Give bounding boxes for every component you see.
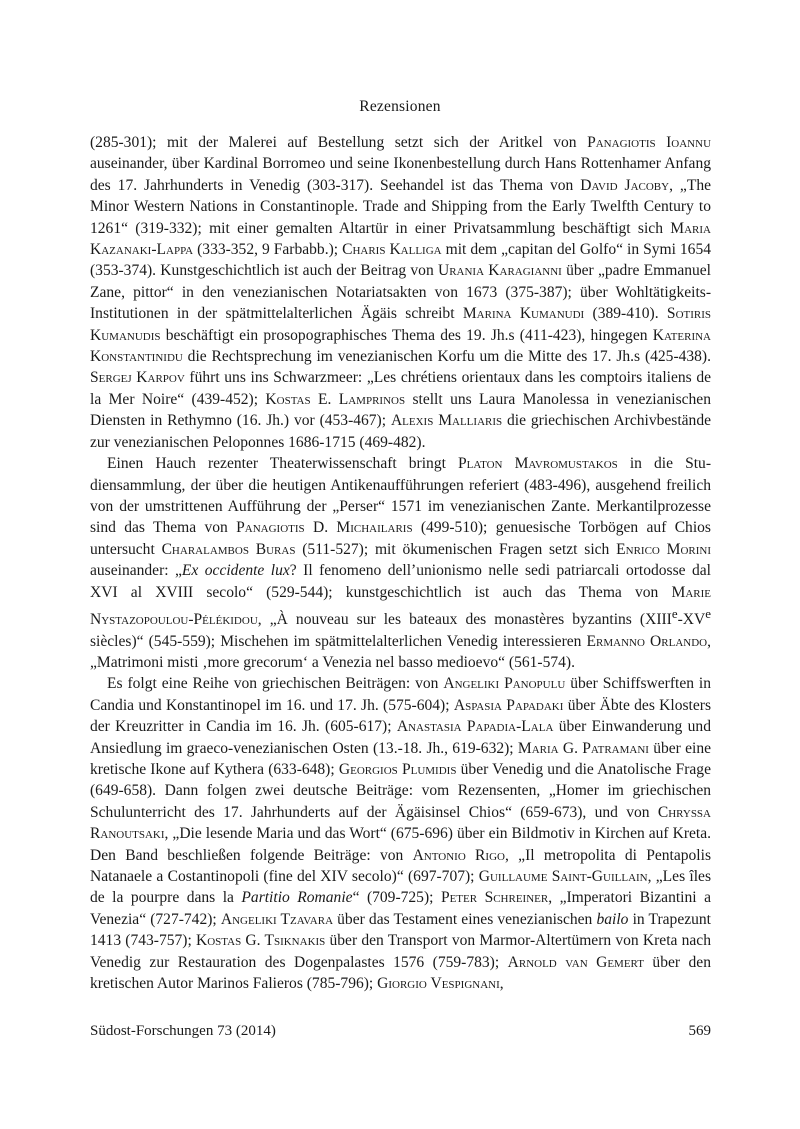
author-name: Sergej Karpov [90, 369, 185, 387]
paragraph-3 [90, 673, 711, 994]
text-run: , „Imperatori Bizantini a Venezia“ (727-742); [90, 889, 711, 928]
author-name: Anastasia Papadia-Lala [396, 718, 554, 736]
text-run: über eine kretische Ikone auf Kythera (633-648); [90, 739, 711, 778]
text-run: führt uns ins Schwarzmeer: „Les chrétiens orientaux dans les comptoirs italiens de la Mer Noire“ (439-452); [90, 369, 711, 408]
running-header: Rezensionen [359, 98, 441, 115]
author-name: Chryssa Ranoutsaki [90, 803, 711, 843]
author-name: Platon Mavromustakos [458, 455, 618, 473]
text-run: siècles)“ (545-559); Mischehen im spätmittelalterlichen Venedig interessieren [90, 632, 587, 650]
author-name: Giorgio Vespignani [377, 975, 500, 993]
text-run: über das Testament eines venezianischen [333, 910, 597, 928]
text-run: auseinander, über Kardinal Borromeo und seine Ikonenbestellung durch Hans Rottenhamer Anfang des 17. Jahrhunderts in Venedig (303-317). Seehandel ist das Thema von [90, 155, 711, 194]
author-name: Maria G. Patramani [517, 739, 649, 757]
text-run: über Schiffswerften in Candia und Konstantinopel im 16. und 17. Jh. (575-604); [90, 675, 711, 714]
text-run: , „À nouveau sur les bateaux des monastères byzantins (XIII [257, 611, 672, 629]
italic-title: Ex occidente lux [181, 562, 290, 580]
author-name: Charalambos Buras [161, 540, 296, 558]
text-run: stellt uns Laura Manolessa in venezianischen Diensten in Rethymno (16. Jh.) vor (453-467); [90, 390, 711, 430]
author-name: Guillaume Saint-Guillain [478, 867, 648, 885]
author-name: Peter Schreiner [440, 889, 549, 907]
italic-title: Partitio Romanie [241, 889, 353, 907]
text-run: über den Transport von Marmor-Altertümern von Kreta nach Venedig zur Restauration des Dogenpalastes 1576 (759-783); [90, 932, 711, 971]
text-run: über den kretischen Autor Marinos Falieros (785-796); [90, 953, 711, 993]
page-number: 569 [688, 1023, 711, 1039]
author-name: Sotiris Kumanudis [90, 305, 712, 344]
text-run: in die Studiensammlung, der über die heutigen Antikenaufführungen referiert (483-496), ausgehend freilich von der umstrittenen Aufführung der „Perser“ 1571 im venezianischen Zante. Merkantilprozesse sind das Thema von [90, 455, 711, 537]
text-run: , „Matrimoni misti ‚more grecorum‘ a Venezia nel basso medioevo“ (561-574). [90, 632, 711, 671]
text-run: beschäftigt ein prosopographisches Thema des 19. Jh.s (411-423), hingegen [160, 326, 653, 344]
text-run: (499-510); genuesische Torbögen auf Chios untersucht [90, 519, 711, 558]
author-name: Charis Kalliga [342, 241, 442, 259]
author-name: Marina Kumanudi [462, 305, 585, 323]
author-name: Arnold van Gemert [507, 953, 644, 971]
author-name: Antonio Rigo [412, 846, 505, 864]
text-run: (389-410). [584, 305, 667, 323]
author-name: David Jacoby [580, 176, 670, 194]
author-name: Enrico Morini [616, 540, 712, 558]
text-run: über Einwanderung und Ansiedlung im graeco-venezianischen Osten (13.-18. Jh., 619-632); [90, 718, 711, 757]
text-run: , [499, 975, 504, 993]
journal-citation: Südost-Forschungen 73 (2014) [90, 1023, 276, 1039]
text-run: über „padre Emmanuel Zane, pittor“ in den venezianischen Notariatsakten von 1673 (375-387); über Wohltätigkeits-Institutionen in der spätmittelalterlichen Ägäis schreibt [90, 262, 712, 323]
text-run: Es folgt eine Reihe von griechischen Beiträgen: von [107, 675, 444, 693]
paragraph-2 [90, 453, 711, 673]
text-run: , „Il metropolita di Pentapolis Natanaele a Costantinopoli (fine del XIV secolo)“ (697-707); [90, 846, 711, 885]
text-run: (511-527); mit ökumenischen Fragen setzt sich [295, 540, 617, 558]
text-run: über Äbte des Klosters der Kreuzritter in Candia im 16. Jh. (605-617); [90, 696, 711, 736]
text-run: “ (709-725); [352, 889, 441, 907]
author-name: Kostas E. Lamprinos [265, 390, 406, 408]
author-name: Katerina Konstantinidu [90, 326, 711, 366]
author-name: Kostas G. Tsiknakis [196, 932, 326, 950]
text-run: , „The Minor Western Nations in Constantinople. Trade and Shipping from the Early Twelfth Century to 1261“ (319-332); mit einer gemalten Altartür in einer Privatsammlung beschäftigt sich [90, 176, 711, 237]
author-name: Marie Nystazopoulou-Pélékidou [90, 583, 711, 629]
review-body [90, 132, 711, 994]
author-name: Alexis Malliaris [390, 412, 503, 430]
text-run: -XV [677, 611, 706, 629]
author-name: Panagiotis Ioannu [587, 134, 712, 151]
author-name: Angeliki Panopulu [443, 675, 566, 693]
author-name: Angeliki Tzavara [220, 910, 334, 928]
text-run: die Rechtsprechung im venezianischen Korfu um die Mitte des 17. Jh.s (425-438). [182, 348, 711, 366]
text-run: die griechischen Archivbestände zur venezianischen Peloponnes 1686-1715 (469-482). [90, 412, 712, 451]
text-run: über Venedig und die Anatolische Frage (649-658). Dann folgen zwei deutsche Beiträge: vom Rezensenten, „Homer im griechischen Schulunterricht des 17. Jahrhunderts auf der Ägäisinsel Chios“ (659-673), und von [90, 760, 711, 821]
text-run: ? Il fenomeno dell’unionismo nelle sedi patriarcali ortodosse dal XVI al XVIII secolo“ (529-544); kunstgeschichtlich ist auch das Thema von [90, 562, 711, 601]
author-name: Maria Kazanaki-Lappa [90, 219, 711, 259]
text-run: , „Die lesende Maria und das Wort“ (675-696) über ein Bildmotiv in Kirchen auf Kreta. Den Band beschließen folgende Beiträge: von [90, 825, 711, 864]
text-run: (285-301); mit der Malerei auf Bestellung setzt sich der Aritkel von [90, 134, 588, 151]
superscript: e [671, 605, 678, 621]
text-run: mit dem „capitan del Golfo“ in Symi 1654 (353-374). Kunstgeschichtlich ist auch der Beitrag von [90, 241, 711, 280]
author-name: Ermanno Orlando [586, 632, 708, 650]
author-name: Urania Karagianni [437, 262, 562, 280]
text-run: auseinander: „ [90, 562, 182, 580]
text-run: (333-352, 9 Farbabb.); [193, 241, 343, 259]
author-name: Panagiotis D. Michailaris [236, 519, 413, 537]
text-run: , „Les îles de la pourpre dans la [90, 867, 711, 907]
paragraph-1 [90, 132, 711, 453]
superscript: e [705, 605, 711, 621]
author-name: Georgios Plumidis [338, 760, 457, 778]
text-run: in Trapezunt 1413 (743-757); [90, 910, 711, 950]
text-run: Einen Hauch rezenter Theaterwissenschaft bringt [107, 455, 458, 473]
author-name: Aspasia Papadaki [453, 696, 564, 714]
italic-title: bailo [596, 910, 629, 928]
